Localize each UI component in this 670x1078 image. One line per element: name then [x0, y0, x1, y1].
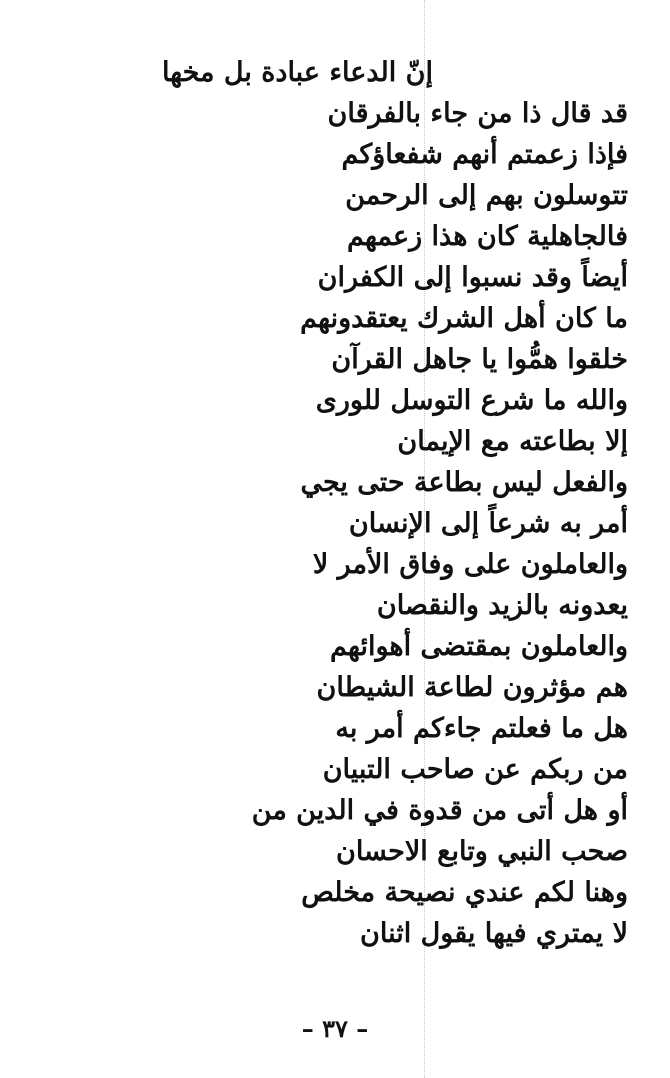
verse-line: صحب النبي وتابع الاحسان	[336, 836, 628, 867]
verse-line: فالجاهلية كان هذا زعمهم	[346, 221, 628, 252]
page-number: – ٣٧ –	[301, 1014, 369, 1043]
verse-line: من ربكم عن صاحب التبيان	[322, 754, 628, 785]
verse-line: قد قال ذا من جاء بالفرقان	[327, 98, 628, 129]
verse-line: يعدونه بالزيد والنقصان	[376, 590, 628, 621]
verse-line: لا يمتري فيها يقول اثنان	[360, 918, 628, 949]
verse-line: وهنا لكم عندي نصيحة مخلص	[301, 877, 628, 908]
verse-line: فإذا زعمتم أنهم شفعاؤكم	[341, 139, 628, 170]
verse-line: إلا بطاعته مع الإيمان	[397, 426, 628, 457]
verse-line: والفعل ليس بطاعة حتى يجي	[300, 467, 628, 498]
verse-line: أمر به شرعاً إلى الإنسان	[348, 508, 628, 539]
verse-line: تتوسلون بهم إلى الرحمن	[345, 180, 628, 211]
verse-line: ما كان أهل الشرك يعتقدونهم	[300, 303, 628, 334]
poem-verses	[38, 52, 628, 954]
verse-line: أيضاً وقد نسبوا إلى الكفران	[317, 262, 628, 293]
verse-line: خلقوا همُّوا يا جاهل القرآن	[331, 344, 628, 375]
verse-line: إنّ الدعاء عبادة بل مخها	[161, 57, 433, 88]
verse-line: والعاملون بمقتضى أهوائهم	[330, 631, 628, 662]
verse-line: هم مؤثرون لطاعة الشيطان	[316, 672, 628, 703]
verse-line: أو هل أتى من قدوة في الدين من	[251, 795, 628, 826]
verse-line: هل ما فعلتم جاءكم أمر به	[335, 713, 628, 744]
verse-line: والله ما شرع التوسل للورى	[315, 385, 628, 416]
verse-line: والعاملون على وفاق الأمر لا	[312, 549, 628, 580]
